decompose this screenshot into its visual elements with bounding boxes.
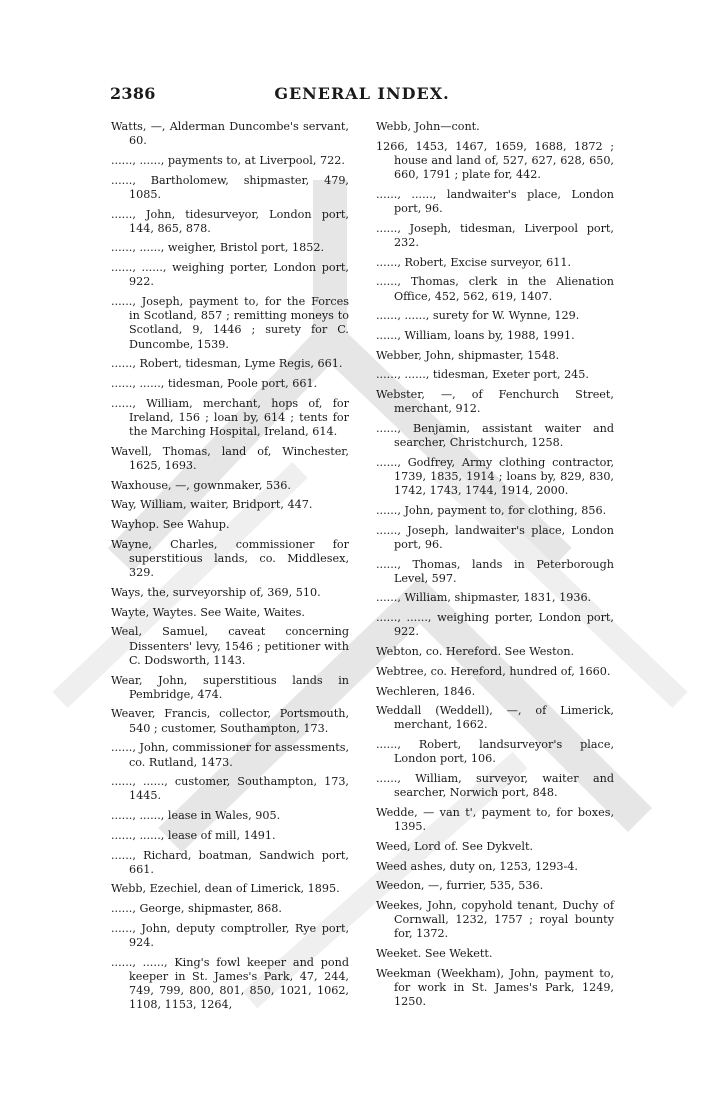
index-entry: Wayte, Waytes. See Waite, Waites. bbox=[111, 605, 305, 619]
index-entry: ......, George, shipmaster, 868. bbox=[111, 902, 282, 916]
index-entry: ......, Godfrey, Army clothing contractor, 1739, 1835, 1914 ; loans by, 829, 830, 1742, 1743, 1744, 1914, 2000. bbox=[376, 455, 614, 498]
index-entry: Weekman (Weekham), John, payment to, for work in St. James's Park, 1249, 1250. bbox=[376, 966, 614, 1009]
index-entry: ......, William, surveyor, waiter and searcher, Norwich port, 848. bbox=[376, 772, 614, 800]
index-entry: Weddall (Weddell), —, of Limerick, merchant, 1662. bbox=[376, 704, 614, 732]
index-entry: Way, William, waiter, Bridport, 447. bbox=[111, 498, 313, 512]
index-entry: Webster, —, of Fenchurch Street, merchant, 912. bbox=[376, 388, 614, 416]
index-entry: ......, ......, tidesman, Exeter port, 245. bbox=[376, 368, 589, 382]
index-entry: Wechleren, 1846. bbox=[376, 684, 476, 698]
index-entry: ......, William, merchant, hops of, for Ireland, 156 ; loan by, 614 ; tents for the Marching Hospital, Ireland, 614. bbox=[111, 396, 349, 439]
index-entry: ......, William, loans by, 1988, 1991. bbox=[376, 328, 575, 342]
index-entry: ......, ......, weighing porter, London port, 922. bbox=[376, 611, 614, 639]
index-entry: Weeket. See Wekett. bbox=[376, 947, 493, 961]
index-entry: Webb, Ezechiel, dean of Limerick, 1895. bbox=[111, 882, 340, 896]
page-header bbox=[110, 84, 614, 108]
index-entry: Wavell, Thomas, land of, Winchester, 1625, 1693. bbox=[111, 444, 349, 473]
index-entry: ......, John, commissioner for assessments, co. Rutland, 1473. bbox=[111, 741, 349, 769]
index-entry: ......, John, deputy comptroller, Rye port, 924. bbox=[111, 921, 349, 950]
index-entry: ......, ......, lease in Wales, 905. bbox=[111, 809, 281, 823]
index-entry: Wedde, — van t', payment to, for boxes, 1395. bbox=[376, 805, 614, 834]
index-entry: ......, Robert, Excise surveyor, 611. bbox=[376, 255, 572, 269]
index-entry: ......, ......, lease of mill, 1491. bbox=[111, 828, 276, 842]
index-entry: Webtree, co. Hereford, hundred of, 1660. bbox=[376, 664, 611, 678]
index-entry: ......, Bartholomew, shipmaster, 479, 1085. bbox=[111, 173, 349, 201]
index-entry: ......, John, tidesurveyor, London port, 144, 865, 878. bbox=[111, 207, 349, 235]
index-entry: Waxhouse, —, gownmaker, 536. bbox=[111, 478, 291, 492]
index-entry: ......, Joseph, payment to, for the Forces in Scotland, 857 ; remitting moneys to Scotland, 9, 1446 ; surety for C. Duncombe, 1539. bbox=[111, 295, 349, 351]
index-entry: ......, Robert, tidesman, Lyme Regis, 661. bbox=[111, 357, 343, 371]
index-entry: ......, ......, customer, Southampton, 173, 1445. bbox=[111, 775, 349, 803]
page-number: 2386 bbox=[110, 84, 156, 103]
index-entry: Webber, John, shipmaster, 1548. bbox=[376, 348, 560, 362]
index-entry: Weekes, John, copyhold tenant, Duchy of Cornwall, 1232, 1757 ; royal bounty for, 1372. bbox=[376, 898, 614, 941]
index-entry: ......, John, payment to, for clothing, 856. bbox=[376, 503, 607, 517]
index-entry: ......, ......, landwaiter's place, London port, 96. bbox=[376, 187, 614, 216]
index-entry: ......, ......, surety for W. Wynne, 129. bbox=[376, 309, 580, 323]
index-entry: ......, ......, weigher, Bristol port, 1852. bbox=[111, 241, 325, 255]
index-column-right bbox=[376, 120, 614, 1015]
index-column-left bbox=[111, 120, 349, 1018]
index-entry: Weedon, —, furrier, 535, 536. bbox=[376, 879, 544, 893]
index-entry: Wayne, Charles, commissioner for superstitious lands, co. Middlesex, 329. bbox=[111, 537, 349, 580]
index-entry: ......, Joseph, landwaiter's place, London port, 96. bbox=[376, 523, 614, 551]
index-entry: ......, William, shipmaster, 1831, 1936. bbox=[376, 591, 592, 605]
index-entry: Weed ashes, duty on, 1253, 1293-4. bbox=[376, 859, 578, 873]
index-entry: ......, Thomas, lands in Peterborough Level, 597. bbox=[376, 557, 614, 585]
index-entry: ......, ......, tidesman, Poole port, 661. bbox=[111, 377, 318, 391]
index-entry: ......, Thomas, clerk in the Alienation Office, 452, 562, 619, 1407. bbox=[376, 275, 614, 303]
index-entry: Watts, —, Alderman Duncombe's servant, 60. bbox=[111, 120, 349, 148]
index-entry: 1266, 1453, 1467, 1659, 1688, 1872 ; house and land of, 527, 627, 628, 650, 660, 1791 ; plate for, 442. bbox=[376, 139, 614, 182]
index-entry: Wear, John, superstitious lands in Pembridge, 474. bbox=[111, 673, 349, 701]
page-title: GENERAL INDEX. bbox=[274, 84, 450, 103]
index-entry: ......, Joseph, tidesman, Liverpool port, 232. bbox=[376, 221, 614, 249]
index-entry: ......, Richard, boatman, Sandwich port, 661. bbox=[111, 848, 349, 876]
index-entry: Ways, the, surveyorship of, 369, 510. bbox=[111, 585, 321, 599]
index-entry: ......, Benjamin, assistant waiter and searcher, Christchurch, 1258. bbox=[376, 421, 614, 450]
index-entry: Webton, co. Hereford. See Weston. bbox=[376, 645, 575, 659]
index-entry: Wayhop. See Wahup. bbox=[111, 518, 230, 532]
index-entry: Webb, John—cont. bbox=[376, 120, 480, 133]
index-entry: Weed, Lord of. See Dykvelt. bbox=[376, 839, 534, 853]
index-entry: ......, ......, payments to, at Liverpool, 722. bbox=[111, 153, 345, 167]
index-entry: ......, Robert, landsurveyor's place, London port, 106. bbox=[376, 738, 614, 766]
index-entry: Weaver, Francis, collector, Portsmouth, 540 ; customer, Southampton, 173. bbox=[111, 707, 349, 735]
index-entry: ......, ......, weighing porter, London port, 922. bbox=[111, 261, 349, 289]
index-entry: Weal, Samuel, caveat concerning Dissenters' levy, 1546 ; petitioner with C. Dodsworth, 1143. bbox=[111, 625, 349, 667]
index-entry: ......, ......, King's fowl keeper and pond keeper in St. James's Park, 47, 244, 749, 799, 800, 801, 850, 1021, 1062, 1108, 1153, 1264, bbox=[111, 955, 349, 1012]
